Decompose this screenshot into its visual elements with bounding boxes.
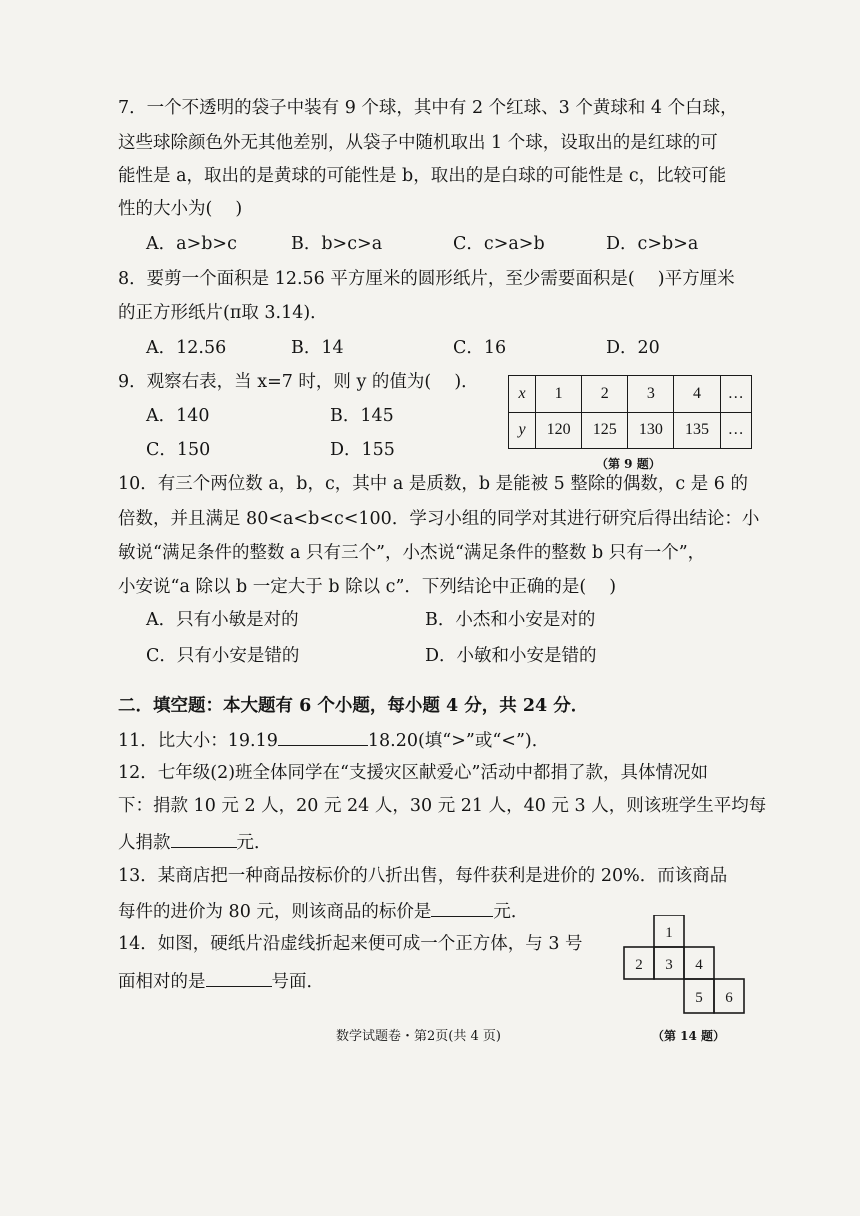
q10-option-a: A．只有小敏是对的 xyxy=(146,610,299,630)
face-label: 5 xyxy=(695,990,703,1006)
q7-option-a: A．a>b>c xyxy=(146,234,237,254)
q11-text-after: 18.20(填“>”或“<”)． xyxy=(367,731,550,751)
q9-option-b: B．145 xyxy=(330,406,394,426)
q12-line1: 12．七年级(2)班全体同学在“支援灾区献爱心”活动中都捐了款，具体情况如 xyxy=(118,763,708,783)
q10-option-b: B．小杰和小安是对的 xyxy=(425,610,596,630)
q13-answer-blank xyxy=(431,898,493,917)
q9-x-label: x xyxy=(509,376,536,413)
q10-line2: 倍数，并且满足 80<a<b<c<100．学习小组的同学对其进行研究后得出结论：小 xyxy=(118,509,760,529)
q12-text-after: 元． xyxy=(236,833,272,853)
q10-option-d: D．小敏和小安是错的 xyxy=(425,646,597,666)
q8-option-a: A．12.56 xyxy=(146,338,227,358)
page-footer: 数学试题卷・第2页(共 4 页) xyxy=(336,1029,501,1044)
q9-stem: 9．观察右表，当 x=7 时，则 y 的值为( )． xyxy=(118,372,479,392)
q11-text-before: 11．比大小：19.19 xyxy=(118,731,278,751)
q7-option-d: D．c>b>a xyxy=(606,234,699,254)
face-label: 1 xyxy=(665,925,673,941)
q9-caption: （第 9 题） xyxy=(596,457,661,471)
q9-x-cell: 1 xyxy=(536,376,582,413)
q9-y-cell: … xyxy=(720,412,751,449)
cube-net-figure xyxy=(620,915,750,1020)
q12-text-before: 人捐款 xyxy=(118,833,171,853)
q10-option-c: C．只有小安是错的 xyxy=(146,646,300,666)
q7-option-b: B．b>c>a xyxy=(291,234,383,254)
q11-line xyxy=(118,727,549,753)
q10-line1: 10．有三个两位数 a，b，c，其中 a 是质数，b 是能被 5 整除的偶数，c 是 6 的 xyxy=(118,474,748,494)
q13-text-after: 元． xyxy=(493,902,529,922)
face-label: 4 xyxy=(695,957,703,973)
section-heading: 二．填空题：本大题有 6 个小题，每小题 4 分，共 24 分． xyxy=(118,696,589,716)
q9-x-cell: … xyxy=(720,376,751,413)
q7-line2: 这些球除颜色外无其他差别，从袋子中随机取出 1 个球，设取出的是红球的可 xyxy=(118,133,718,153)
q8-option-d: D．20 xyxy=(606,338,660,358)
q8-option-c: C．16 xyxy=(453,338,507,358)
q9-y-cell: 135 xyxy=(674,412,720,449)
q9-option-a: A．140 xyxy=(146,406,210,426)
q8-line2: 的正方形纸片(π取 3.14)． xyxy=(118,303,328,323)
q9-y-cell: 130 xyxy=(628,412,674,449)
q9-y-cell: 120 xyxy=(536,412,582,449)
face-label: 3 xyxy=(665,957,673,973)
q14-answer-blank xyxy=(206,968,272,987)
q9-option-d: D．155 xyxy=(330,440,395,460)
q7-line3: 能性是 a，取出的是黄球的可能性是 b，取出的是白球的可能性是 c，比较可能 xyxy=(118,166,727,186)
q12-line3 xyxy=(118,829,272,855)
q7-line4: 性的大小为( ) xyxy=(118,199,243,219)
q14-text-before: 面相对的是 xyxy=(118,972,206,992)
q7-option-c: C．c>a>b xyxy=(453,234,545,254)
q9-y-cell: 125 xyxy=(582,412,628,449)
q14-caption: （第 14 题） xyxy=(652,1029,726,1043)
q13-text-before: 每件的进价为 80 元，则该商品的标价是 xyxy=(118,902,432,922)
q9-table-row-y xyxy=(509,412,752,449)
q7-line1: 7．一个不透明的袋子中装有 9 个球，其中有 2 个红球、3 个黄球和 4 个白球， xyxy=(118,98,738,118)
q8-line1: 8．要剪一个面积是 12.56 平方厘米的圆形纸片，至少需要面积是( )平方厘米 xyxy=(118,269,735,289)
q10-line4: 小安说“a 除以 b 一定大于 b 除以 c”．下列结论中正确的是( ) xyxy=(118,577,617,597)
q9-x-cell: 2 xyxy=(582,376,628,413)
face-label: 2 xyxy=(635,957,643,973)
q9-table-row-x xyxy=(509,376,752,413)
q9-table xyxy=(508,375,752,449)
q13-line2 xyxy=(118,898,528,924)
q10-line3: 敏说“满足条件的整数 a 只有三个”，小杰说“满足条件的整数 b 只有一个”， xyxy=(118,543,706,563)
q14-line1: 14．如图，硬纸片沿虚线折起来便可成一个正方体，与 3 号 xyxy=(118,934,583,954)
q11-answer-blank xyxy=(278,727,368,746)
q12-answer-blank xyxy=(171,829,237,848)
q9-option-c: C．150 xyxy=(146,440,211,460)
q14-text-after: 号面． xyxy=(271,972,324,992)
q13-line1: 13．某商店把一种商品按标价的八折出售，每件获利是进价的 20%．而该商品 xyxy=(118,866,728,886)
face-label: 6 xyxy=(725,990,733,1006)
q12-line2: 下：捐款 10 元 2 人，20 元 24 人，30 元 21 人，40 元 3 人，则该班学生平均每 xyxy=(118,796,767,816)
q9-x-cell: 4 xyxy=(674,376,720,413)
q9-x-cell: 3 xyxy=(628,376,674,413)
q8-option-b: B．14 xyxy=(291,338,344,358)
q14-line2 xyxy=(118,968,324,994)
q9-y-label: y xyxy=(509,412,536,449)
